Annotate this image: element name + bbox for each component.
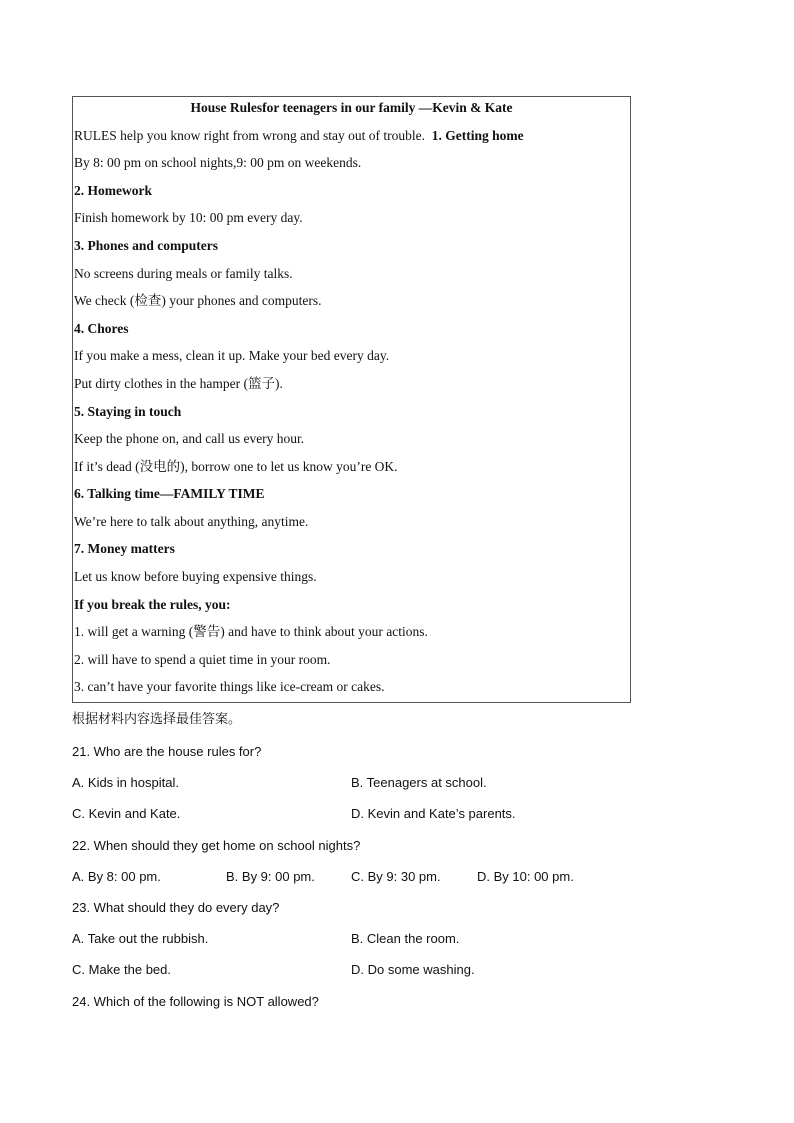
- option-21-b: B. Teenagers at school.: [351, 775, 487, 790]
- rule-line: We check (检查) your phones and computers.: [74, 293, 322, 308]
- option-21-c: C. Kevin and Kate.: [72, 806, 181, 821]
- rule-heading-homework: 2. Homework: [74, 183, 152, 198]
- option-23-b: B. Clean the room.: [351, 931, 460, 946]
- option-21-d: D. Kevin and Kate’s parents.: [351, 806, 516, 821]
- question-24: 24. Which of the following is NOT allowed?: [72, 994, 319, 1009]
- rules-intro: RULES help you know right from wrong and stay out of trouble.: [74, 128, 425, 143]
- option-22-a: A. By 8: 00 pm.: [72, 869, 161, 884]
- rule-line: 1. will get a warning (警告) and have to think about your actions.: [74, 624, 428, 639]
- rules-intro-line: [74, 127, 524, 145]
- option-23-a: A. Take out the rubbish.: [72, 931, 209, 946]
- question-21: 21. Who are the house rules for?: [72, 744, 262, 759]
- rule-heading-phones: 3. Phones and computers: [74, 238, 219, 253]
- rule-heading-break-rules: If you break the rules, you:: [74, 597, 231, 612]
- house-rules-box: [72, 96, 631, 703]
- option-23-c: C. Make the bed.: [72, 962, 171, 977]
- option-22-c: C. By 9: 30 pm.: [351, 869, 441, 884]
- option-21-a: A. Kids in hospital.: [72, 775, 179, 790]
- option-22-b: B. By 9: 00 pm.: [226, 869, 315, 884]
- question-22: 22. When should they get home on school nights?: [72, 838, 361, 853]
- rules-title: House Rulesfor teenagers in our family —Kevin & Kate: [190, 100, 513, 115]
- rule-line: If you make a mess, clean it up. Make your bed every day.: [74, 348, 390, 363]
- rule-heading-staying-in-touch: 5. Staying in touch: [74, 404, 182, 419]
- rule-line: Put dirty clothes in the hamper (篮子).: [74, 376, 283, 391]
- rule-line: Finish homework by 10: 00 pm every day.: [74, 210, 303, 225]
- rule-line: 3. can’t have your favorite things like ice-cream or cakes.: [74, 679, 385, 694]
- rule-line: 2. will have to spend a quiet time in your room.: [74, 652, 331, 667]
- rule-line: No screens during meals or family talks.: [74, 266, 293, 281]
- rule-line: We’re here to talk about anything, anytime.: [74, 514, 309, 529]
- rule-heading-money: 7. Money matters: [74, 541, 175, 556]
- rule-line: If it’s dead (没电的), borrow one to let us know you’re OK.: [74, 459, 398, 474]
- instruction: 根据材料内容选择最佳答案。: [72, 712, 242, 727]
- rule-heading-getting-home: 1. Getting home: [431, 128, 524, 143]
- rule-line: By 8: 00 pm on school nights,9: 00 pm on weekends.: [74, 155, 362, 170]
- rule-heading-chores: 4. Chores: [74, 321, 129, 336]
- rule-line: Keep the phone on, and call us every hour.: [74, 431, 305, 446]
- option-22-d: D. By 10: 00 pm.: [477, 869, 574, 884]
- rule-line: Let us know before buying expensive things.: [74, 569, 317, 584]
- question-23: 23. What should they do every day?: [72, 900, 280, 915]
- option-23-d: D. Do some washing.: [351, 962, 475, 977]
- rule-heading-talking-time: 6. Talking time—FAMILY TIME: [74, 486, 265, 501]
